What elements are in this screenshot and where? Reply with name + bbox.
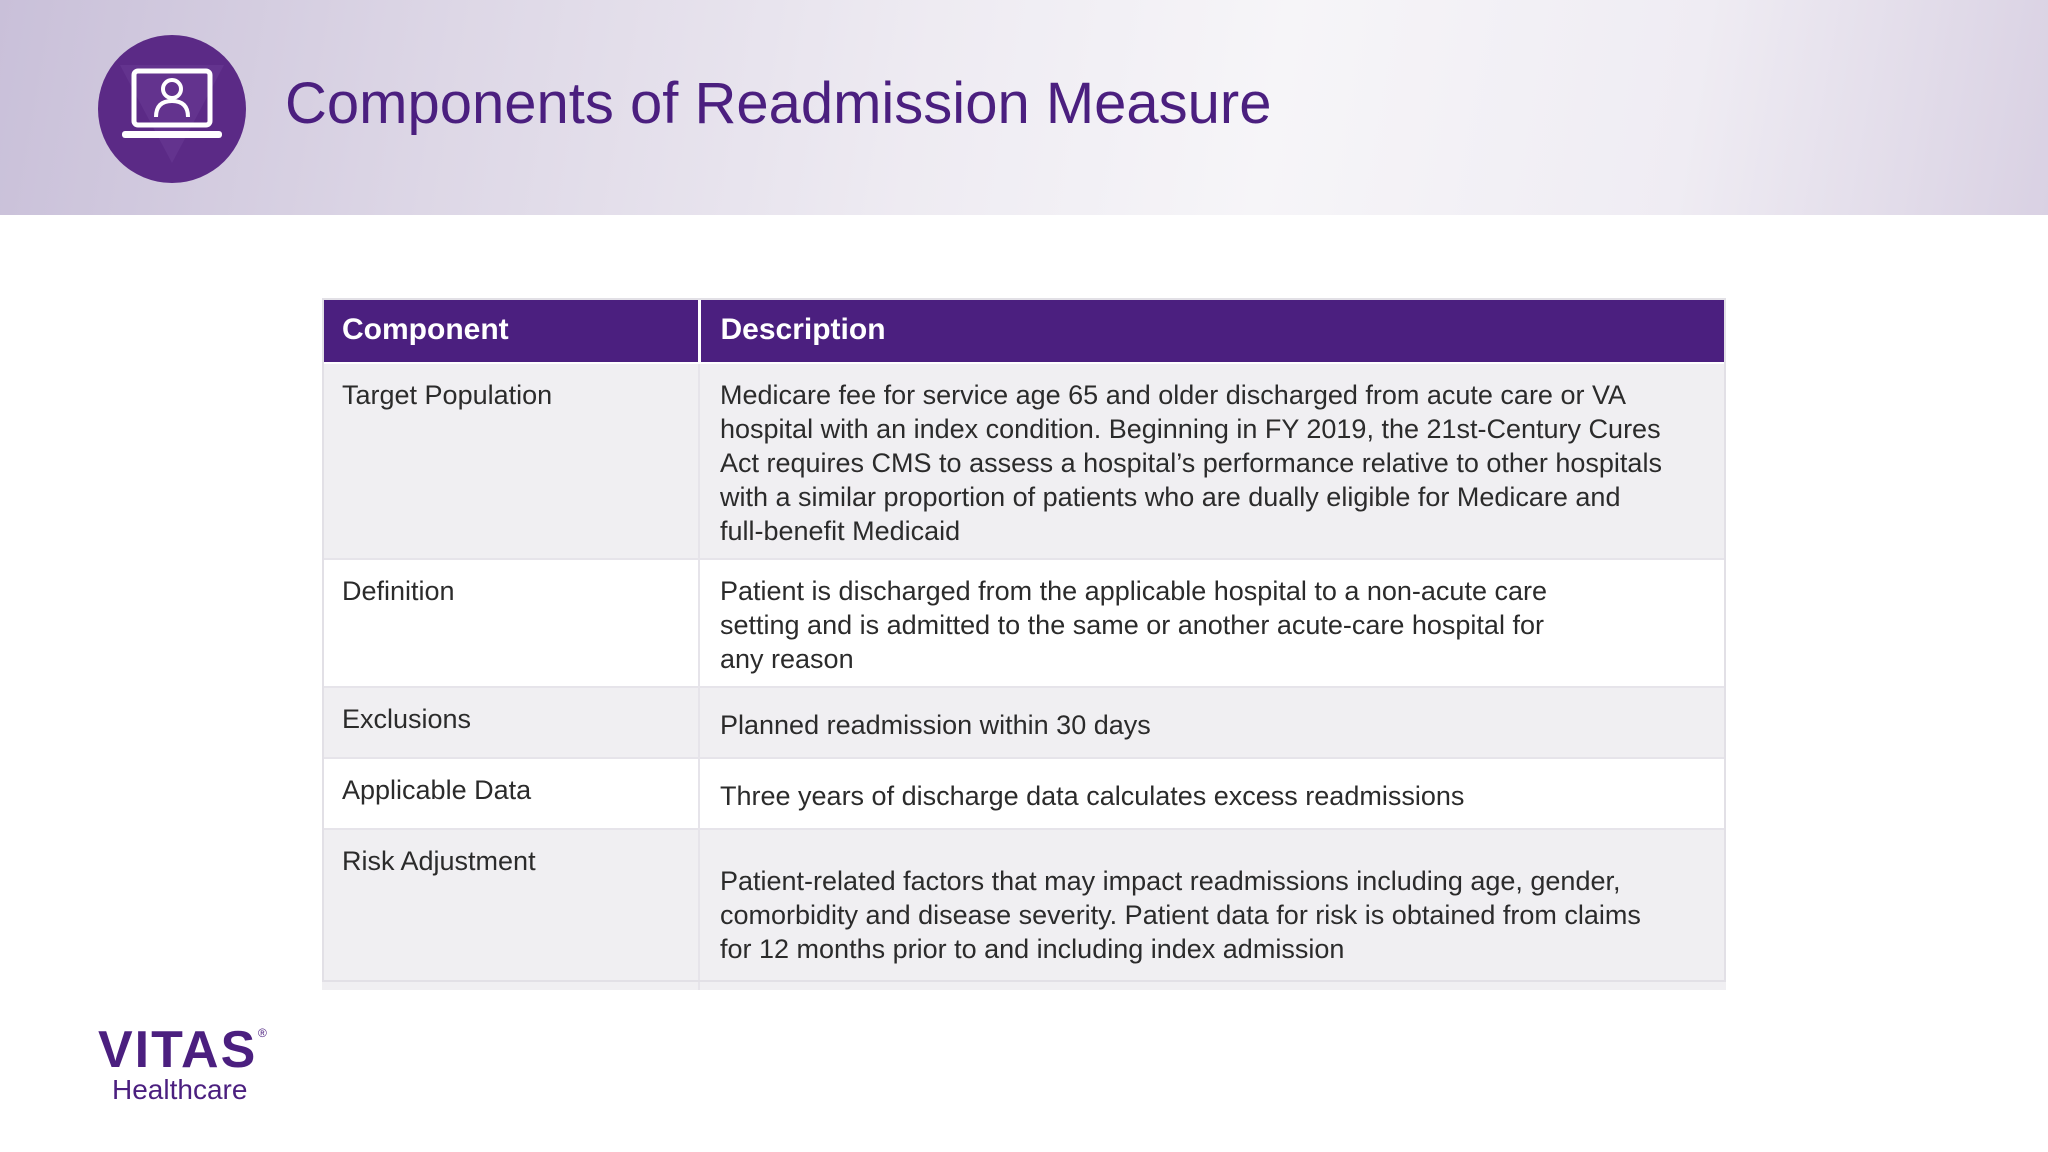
description-line: Three years of discharge data calculates excess readmissions: [720, 781, 1465, 811]
description-line: Act requires CMS to assess a hospital’s performance relative to other hospitals: [720, 448, 1662, 478]
table-row: [322, 829, 1726, 990]
component-cell: Applicable Data: [322, 758, 699, 829]
description-cell: [699, 687, 1726, 758]
column-header-component: Component: [322, 298, 699, 363]
component-cell: Risk Adjustment: [322, 829, 699, 990]
description-cell: [699, 363, 1726, 559]
page-title: Components of Readmission Measure: [285, 71, 1272, 136]
description-line: Medicare fee for service age 65 and older discharged from acute care or VA: [720, 380, 1626, 410]
description-line: any reason: [720, 644, 854, 674]
column-header-description: Description: [699, 298, 1726, 363]
table-row: [322, 758, 1726, 829]
table-row: [322, 559, 1726, 687]
description-line: Patient is discharged from the applicable hospital to a non-acute care: [720, 576, 1547, 606]
component-cell: Target Population: [322, 363, 699, 559]
table-row: [322, 687, 1726, 758]
description-cell: [699, 758, 1726, 829]
description-line: hospital with an index condition. Beginning in FY 2019, the 21st-Century Cures: [720, 414, 1661, 444]
component-cell: Definition: [322, 559, 699, 687]
description-line: with a similar proportion of patients who are dually eligible for Medicare and: [720, 482, 1621, 512]
logo-subtitle: Healthcare: [112, 1074, 248, 1105]
description-line: setting and is admitted to the same or another acute-care hospital for: [720, 610, 1544, 640]
table-header-row: [322, 298, 1726, 363]
description-line: Planned readmission within 30 days: [720, 710, 1151, 740]
description-line: for 12 months prior to and including index admission: [720, 934, 1345, 964]
description-line: Patient-related factors that may impact readmissions including age, gender,: [720, 866, 1621, 896]
table-row: [322, 363, 1726, 559]
laptop-user-icon: [98, 35, 246, 183]
vitas-healthcare-logo: [98, 1021, 278, 1105]
component-cell: Exclusions: [322, 687, 699, 758]
description-line: full-benefit Medicaid: [720, 516, 961, 546]
logo-wordmark: VITAS: [98, 1021, 258, 1079]
registered-mark: ®: [258, 1026, 267, 1040]
description-cell: [699, 829, 1726, 990]
description-cell: [699, 559, 1726, 687]
components-table-container: [322, 298, 1726, 990]
description-line: comorbidity and disease severity. Patient data for risk is obtained from claims: [720, 900, 1641, 930]
components-table: [322, 298, 1726, 990]
